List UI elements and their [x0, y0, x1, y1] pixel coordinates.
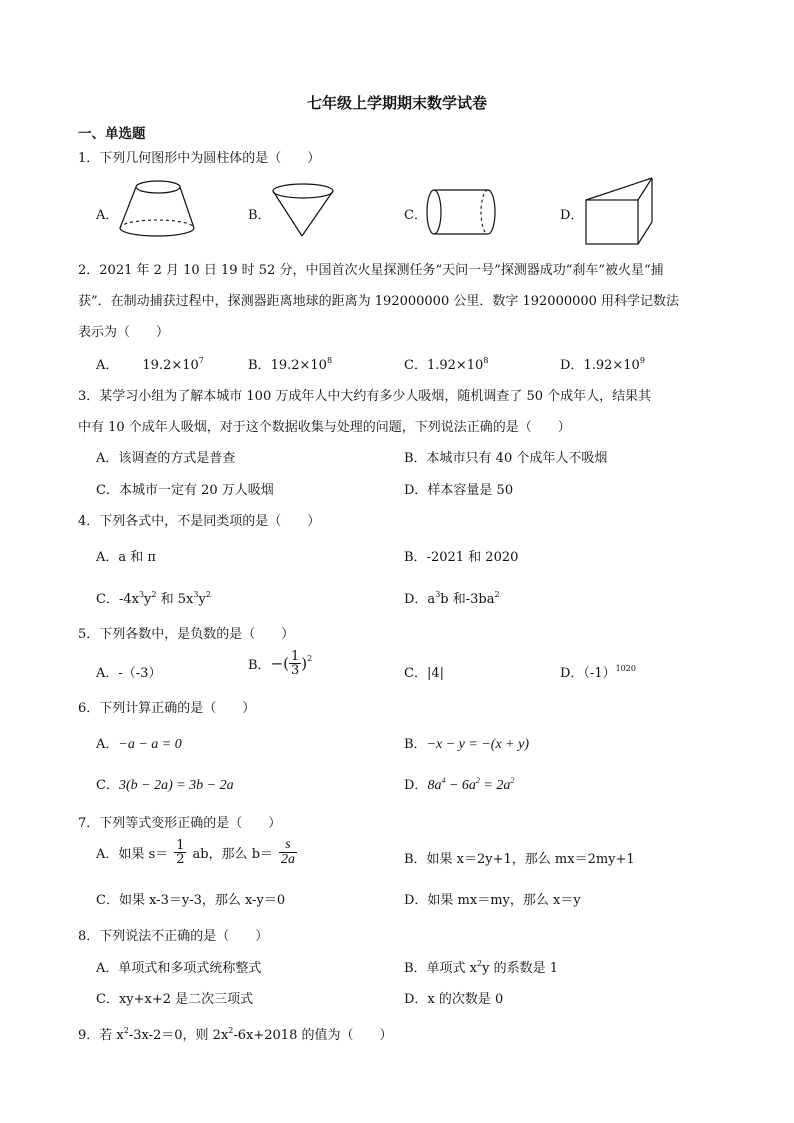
- q7-a-num: 1: [176, 838, 185, 853]
- q1-option-a-label: A．: [96, 208, 119, 223]
- question-8-stem: 8．下列说法不正确的是（ ）: [78, 929, 269, 944]
- q6-d-part-2: − 6a: [445, 778, 476, 793]
- q5-b-den: 3: [290, 663, 300, 678]
- q5-b-close: ): [301, 654, 308, 673]
- q1-option-b-label: B．: [248, 208, 271, 223]
- q2-option-c-label: C．: [404, 358, 427, 373]
- prism-figure: [582, 174, 662, 248]
- q2-option-d: [560, 354, 645, 373]
- q5-option-b: [248, 650, 312, 677]
- q2-option-c: [404, 354, 488, 373]
- q4-option-c: [96, 588, 211, 607]
- q8-option-b: [404, 957, 558, 976]
- q2-option-c-exp: 8: [483, 356, 489, 365]
- q8-option-a: A．单项式和多项式统称整式: [96, 961, 262, 976]
- q4-c-exp-1: 3: [138, 590, 145, 599]
- q5-d-base: D．（-1）: [560, 666, 616, 681]
- q7-a-part-2: ab，那么 b＝: [192, 847, 274, 862]
- q8-b-exp: 2: [477, 959, 483, 968]
- q7-option-b: B．如果 x＝2y+1，那么 mx＝2my+1: [404, 852, 635, 867]
- q7-option-c: C．如果 x-3＝y-3，那么 x-y＝0: [96, 893, 286, 908]
- cone-figure: [270, 182, 336, 238]
- q7-a-fraction-2: [279, 838, 297, 867]
- q5-b-num: 1: [290, 649, 300, 664]
- q7-option-d: D．如果 mx＝my，那么 x＝y: [404, 893, 581, 908]
- q3-option-c: C．本城市一定有 20 万人吸烟: [96, 483, 274, 498]
- question-2-line-1: 2．2021 年 2 月 10 日 19 时 52 分，中国首次火星探测任务“天问一号”探测器成功“刹车”被火星“捕: [78, 263, 664, 278]
- page-title: 七年级上学期期末数学试卷: [306, 94, 487, 112]
- q4-c-part-1: C．-4x: [96, 592, 139, 607]
- question-2-line-3: 表示为（ ）: [78, 325, 170, 340]
- q6-b-label: B．: [404, 737, 427, 752]
- q9-part-3: -6x+2018 的值为（ ）: [233, 1028, 393, 1043]
- q5-option-a: A．-（-3）: [96, 666, 162, 681]
- q2-option-a-label: A．: [96, 358, 119, 373]
- q6-b-expr: −x − y = −(x + y): [426, 737, 529, 752]
- q2-option-d-base: 1.92×10: [583, 358, 640, 373]
- q4-d-part-2: b 和-3ba: [440, 592, 495, 607]
- q4-c-part-2: y: [144, 592, 152, 607]
- q8-b-part-2: y 的系数是 1: [482, 961, 559, 976]
- q7-a-den-2: 2a: [281, 852, 296, 867]
- q9-exp-1: 2: [123, 1026, 129, 1035]
- q6-d-exp-1: 4: [441, 776, 446, 785]
- q3-option-d: D．样本容量是 50: [404, 483, 514, 498]
- q6-d-exp-2: 2: [475, 776, 480, 785]
- q4-c-part-3: 和 5x: [156, 592, 194, 607]
- q7-a-den: 2: [176, 852, 185, 867]
- q1-option-d-label: D．: [560, 208, 584, 223]
- q2-option-b-exp: 8: [326, 356, 333, 365]
- q2-option-a: [96, 354, 204, 373]
- q1-option-c-label: C．: [404, 208, 427, 223]
- q6-c-expr: 3(b − 2a) = 3b − 2a: [118, 778, 234, 793]
- q6-option-a: [96, 733, 182, 753]
- question-3-line-2: 中有 10 个成年人吸烟，对于这个数据收集与处理的问题，下列说法正确的是（ ）: [78, 420, 571, 435]
- q6-a-expr: −a − a = 0: [118, 737, 182, 752]
- q5-option-d: [560, 662, 636, 681]
- q2-option-d-label: D．: [560, 358, 584, 373]
- q5-b-fraction: [289, 650, 301, 677]
- q4-d-part-1: D．a: [404, 592, 436, 607]
- q5-d-exp: 1020: [615, 664, 636, 673]
- question-3-line-1: 3．某学习小组为了解本城市 100 万成年人中大约有多少人吸烟，随机调查了 50 个成年人，结果其: [78, 389, 652, 404]
- q7-a-part-1: A．如果 s＝: [96, 847, 169, 862]
- q5-option-c: C．|4|: [404, 666, 444, 681]
- q8-option-c: C．xy+x+2 是二次三项式: [96, 992, 254, 1007]
- q2-option-c-base: 1.92×10: [426, 358, 484, 373]
- q4-d-exp-2: 2: [494, 590, 500, 599]
- q7-option-a: [96, 838, 297, 867]
- question-1-stem: 1．下列几何图形中为圆柱体的是（ ）: [78, 151, 321, 166]
- question-7-stem: 7．下列等式变形正确的是（ ）: [78, 816, 282, 831]
- q4-option-b: B．-2021 和 2020: [404, 550, 519, 565]
- q4-c-exp-2: 2: [151, 590, 157, 599]
- q3-option-b: B．本城市只有 40 个成年人不吸烟: [404, 451, 608, 466]
- q9-part-2: -3x-2＝0，则 2x: [128, 1028, 229, 1043]
- q6-a-label: A．: [96, 737, 119, 752]
- q2-option-a-exp: 7: [198, 356, 204, 365]
- q7-a-fraction-1: [174, 839, 186, 866]
- q4-c-exp-4: 2: [205, 590, 211, 599]
- question-4-stem: 4．下列各式中，不是同类项的是（ ）: [78, 514, 321, 529]
- q6-option-c: [96, 774, 234, 794]
- q5-b-exp: 2: [307, 654, 313, 663]
- q5-b-minus: −(: [270, 654, 289, 673]
- question-5-stem: 5．下列各数中，是负数的是（ ）: [78, 627, 295, 642]
- q8-b-part-1: B．单项式 x: [404, 961, 478, 976]
- q2-option-d-exp: 9: [639, 356, 645, 365]
- q6-d-label: D．: [404, 778, 428, 793]
- q2-option-b-base: 19.2×10: [270, 358, 327, 373]
- section-heading: 一、单选题: [78, 126, 146, 142]
- question-9-stem: [78, 1024, 392, 1043]
- q4-c-part-4: y: [198, 592, 206, 607]
- q3-option-a: A．该调查的方式是普查: [96, 451, 236, 466]
- q5-b-label: B．: [248, 658, 271, 673]
- q4-c-exp-3: 3: [193, 590, 199, 599]
- q8-option-d: D．x 的次数是 0: [404, 992, 504, 1007]
- q2-option-b-label: B．: [248, 358, 271, 373]
- q4-d-exp-1: 3: [435, 590, 441, 599]
- q6-d-part-3: = 2a: [479, 778, 511, 793]
- q2-option-a-base: 19.2×10: [142, 358, 199, 373]
- q4-option-d: [404, 588, 500, 607]
- q9-part-1: 9．若 x: [78, 1028, 124, 1043]
- question-6-stem: 6．下列计算正确的是（ ）: [78, 701, 256, 716]
- q6-c-label: C．: [96, 778, 119, 793]
- q6-d-part-1: 8a: [427, 778, 442, 793]
- q6-option-b: [404, 733, 529, 753]
- q4-option-a: A．a 和 π: [96, 550, 156, 565]
- q2-option-b: [248, 354, 332, 373]
- q9-exp-2: 2: [228, 1026, 234, 1035]
- q6-option-d: [404, 774, 514, 794]
- frustum-figure: [118, 178, 198, 240]
- q7-a-num-2: s: [285, 837, 291, 852]
- question-2-line-2: 获”．在制动捕获过程中，探测器距离地球的距离为 192000000 公里．数字 192000000 用科学记数法: [78, 294, 680, 309]
- q6-d-exp-3: 2: [510, 776, 515, 785]
- cylinder-figure: [424, 186, 500, 238]
